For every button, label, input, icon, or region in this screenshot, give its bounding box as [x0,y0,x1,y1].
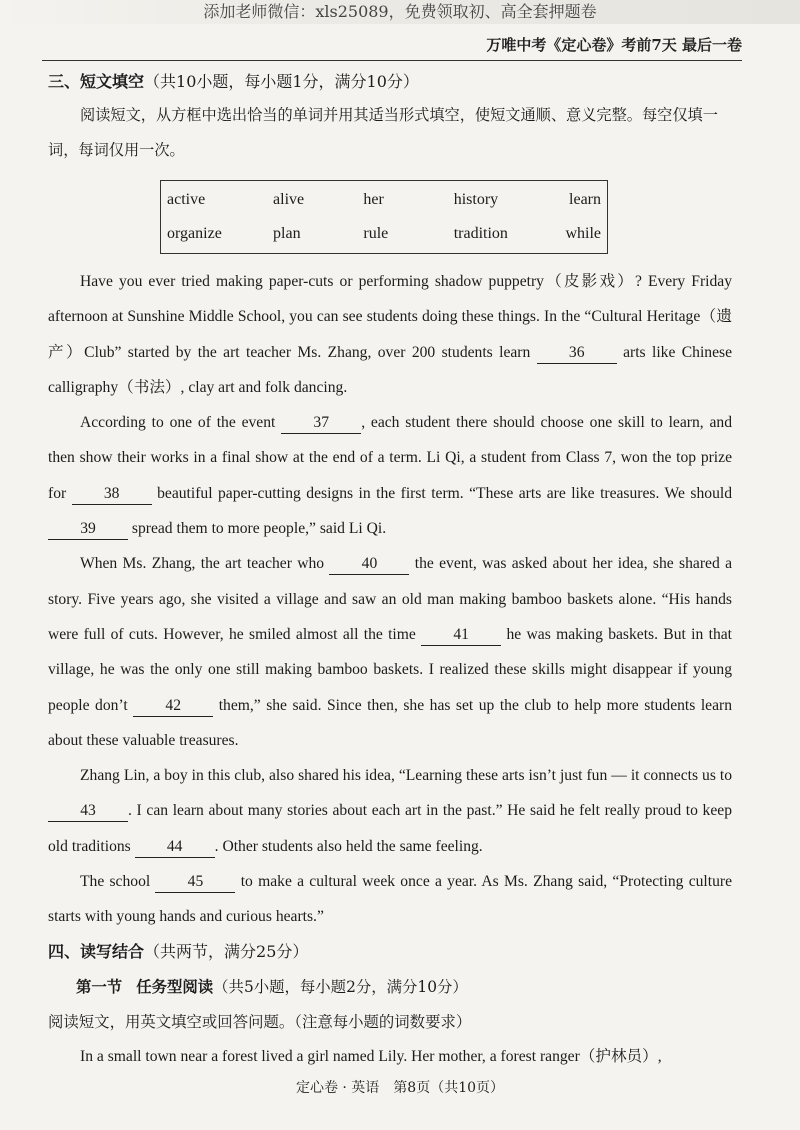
blank-45[interactable]: 45 [155,872,235,893]
passage-text: Zhang Lin, a boy in this club, also shared his idea, “Learning these arts isn’t just fun — it connects us to [80,767,732,785]
part-1-instructions: 阅读短文，用英文填空或回答问题。（注意每小题的词数要求） [48,1012,472,1031]
part-1-label: 第一节 [76,977,123,996]
blank-44[interactable]: 44 [135,837,215,858]
passage-paragraph-4 [48,758,732,864]
passage-text: the event, was asked about her idea, she shared a story. Five years ago, she visited a village and saw an old man making bamboo baskets alone. “His hands were full of cuts. However, he smiled almost all the time [48,555,732,643]
passage-text: , each student there should choose one skill to learn, and then show their works in a final show at the end of a term. Li Qi, a student from Class 7, won the top prize for [48,414,732,502]
cloze-passage [48,264,732,935]
blank-36[interactable]: 36 [537,343,617,364]
exam-page-content [48,62,732,1075]
blank-41[interactable]: 41 [421,625,501,646]
word-bank-word: alive [273,191,305,208]
section-3-title: 三、短文填空 [48,72,145,91]
blank-39[interactable]: 39 [48,519,128,540]
page-footer: 定心卷 · 英语 第8页（共10页） [295,1080,505,1096]
passage-text: . Other students also held the same feeling. [214,837,483,855]
section-3-scoring-note: （共10小题，每小题1分，满分10分） [144,72,419,91]
passage-text: to make a cultural week once a year. As Ms. Zhang said, “Protecting culture starts with young hands and curious hearts.” [48,873,732,926]
word-bank-word: while [565,225,601,242]
passage-text: spread them to more people,” said Li Qi. [131,520,387,538]
passage-text: arts like Chinese calligraphy（书法）, clay art and folk dancing. [48,343,732,396]
section-3-instructions: 阅读短文，从方框中选出恰当的单词并用其适当形式填空，使短文通顺、意义完整。每空仅填一词，每词仅用一次。 [48,106,718,159]
word-bank-row [167,183,601,217]
section-4-title: 四、读写结合 [48,941,145,961]
blank-37[interactable]: 37 [281,413,361,434]
blank-42[interactable]: 42 [133,696,213,717]
word-bank-word: her [363,191,384,208]
series-title: 万唯中考《定心卷》考前7天 最后一卷 [486,36,742,54]
blank-43[interactable]: 43 [48,801,128,822]
passage-text: beautiful paper-cutting designs in the first term. “These arts are like treasures. We should [157,484,732,502]
part-1-scoring-note: （共5小题，每小题2分，满分10分） [213,977,468,996]
word-bank-word: learn [569,191,601,208]
part-1-title: 任务型阅读 [136,977,214,996]
passage-paragraph-3 [48,546,732,758]
passage-text: According to one of the event [80,414,276,432]
word-bank-box [160,180,608,254]
word-bank-word: rule [363,225,389,242]
word-bank-word: organize [167,225,222,242]
passage-paragraph-2 [48,405,732,546]
word-bank-word: history [453,191,499,208]
passage-text: . I can learn about many stories about each art in the past.” He said he felt really proud to keep old traditions [48,802,732,855]
word-bank-word: plan [273,225,301,242]
reading-passage-start: In a small town near a forest lived a girl named Lily. Her mother, a forest ranger（护林员）, [80,1047,662,1065]
passage-text: he was making baskets. But in that village, he was the only one still making bamboo baskets. I realized these skills might disappear if young people don’t [48,625,732,714]
passage-text: them,” she said. Since then, she has set up the club to help more students learn about these valuable treasures. [48,696,732,749]
passage-text: Have you ever tried making paper-cuts or performing shadow puppetry（皮影戏）? Every Friday afternoon at Sunshine Middle School, you can see students doing these things. In the “Cultural Heritage（遗产）Club” started by the art teacher Ms. Zhang, over 200 students learn [48,273,732,361]
section-4-heading [48,935,732,969]
word-bank-word: tradition [453,225,508,242]
blank-38[interactable]: 38 [72,484,152,505]
watermark-banner: 添加老师微信：xls25089，免费领取初、高全套押题卷 [0,0,800,24]
word-bank-row [167,217,601,251]
section-3-heading [48,68,732,96]
word-bank-word: active [167,191,206,208]
section-4-scoring-note: （共两节，满分25分） [144,941,309,961]
part-1-heading [76,969,732,1005]
passage-paragraph-1 [48,264,732,405]
passage-paragraph-5 [48,864,732,935]
passage-text: The school [80,873,151,891]
header-divider [42,60,742,61]
blank-40[interactable]: 40 [329,554,409,575]
passage-text: When Ms. Zhang, the art teacher who [80,555,325,573]
